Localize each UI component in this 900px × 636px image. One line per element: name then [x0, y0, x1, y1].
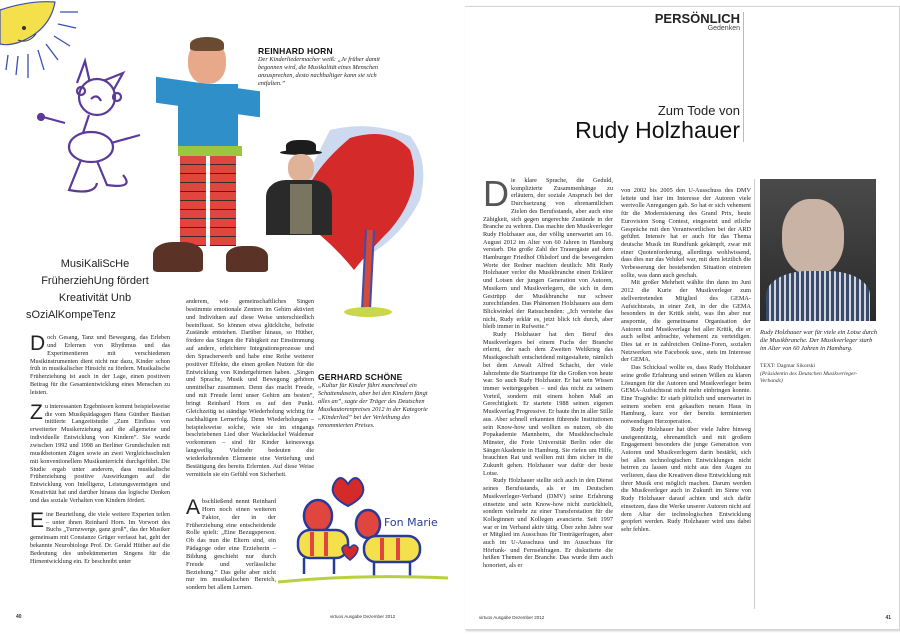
right-column-1	[483, 173, 613, 576]
drop-cap: Z	[30, 400, 43, 424]
right-column-2	[621, 187, 751, 540]
drawing-signature: Fon Marie	[384, 516, 438, 529]
right-page	[465, 6, 900, 630]
photo-caption: Rudy Holzhauer war für viele ein Lotse durch die Musikbranche. Der Musikverleger starb im Alter von 60 Jahren in Hamburg.	[760, 329, 878, 352]
paragraph-text: ie klare Sprache, die Geduld, komplizierte Zusammenhänge zu erläutern, der soziale Anspruch bei der Durchsetzung von ehrenamtlichen Zielen des Berufsstands, aber auch eine Zähigkeit, sich gegen ungerechte Zustände in der Branche zu wehren. Das machte den Musikverleger Rudy Holzhauer aus, der völlig unerwartet am 16. August 2012 im Alter von 60 Jahren in Hamburg verstarb. Die große Zahl der Trauergäste auf dem Hamburger Friedhof Ohlsdorf und die bewegenden Worte der Redner machten deutlich: Mit Rudy Holzhauer verlor die Musikbranche einen Erklärer und Lotsen der jungen Generation von Autoren, Musikern und Musikverlegern, die sich in dem Gestrüpp der Musikbranche nur schwer zurechtfanden. Das Phänomen Holzhauers aus dem Blickwinkel der Ratsuchenden: „Ich verstehe das nicht, Rudy erklär es, jetzt blick ich durch, aber bleib immer in Rufweite.”	[483, 177, 613, 331]
headline-line: Kreativität Unb	[58, 292, 132, 304]
paragraph	[30, 508, 170, 566]
credit-label: TEXT:	[760, 363, 776, 369]
section-title: PERSÖNLICH	[654, 11, 740, 26]
gerhard-schoene-photo	[262, 140, 334, 235]
credit-role: (Präsidentin des Deutschen Musikverleger-Verbands)	[760, 370, 858, 384]
paragraph-text: Das Schicksal wollte es, dass Rudy Holzhauer seine große Erfahrung und seinen Willen zu klaren Lösungen für die Autoren und Musikverleger beim GEMA-Aufsichtsrat nicht mehr einbringen konnte. Eine Tragödie: Er starb plötzlich und unerwartet in seinem soeben erst gekauften neuen Haus in Hamburg, kurz vor der bereits terminierten notwendigen Herzoperation.	[621, 364, 751, 426]
headline-line: FrüherziehUng fördert	[41, 275, 149, 287]
reinhard-horn-photo	[148, 40, 268, 275]
paragraph	[621, 426, 751, 534]
photo-caption-block	[760, 329, 878, 386]
cat-drawing	[25, 55, 155, 205]
reinhard-horn-caption	[258, 46, 388, 88]
paragraph	[30, 334, 170, 397]
credit-name: Dagmar Sikorski	[776, 363, 816, 369]
section-subtitle: Gedenken	[707, 25, 740, 32]
caption-quote: Der Kinderliedermacher weiß: „Je früher damit begonnen wird, die Musikalität eines Menschen anzusprechen, desto nachhaltiger kann sie sich entfalten.”	[258, 56, 380, 87]
paragraph-text: Rudy Holzhauer hat über viele Jahre hinweg uneigennützig, ehrenamtlich und mit großem Engagement besonders die junge Generation von Autoren und Musikverlegern darin bestärkt, sich bei allen technologischen Entwicklungen nicht beirren zu lassen und nicht aus den Augen zu verlieren, dass die Kreativen diese Entwicklung mit ihrer Musik erst möglich machen. Darum werden die Musikverleger auch in Zukunft im Sinne von Rudy Holzhauer darauf achten und sich dafür einsetzen, dass die Werke unserer Autoren nicht auf dem Altar der technologischen Entwicklung geopfert werden. Rudy Holzhauer wird uns dabei sehr fehlen.	[621, 425, 751, 533]
paragraph	[186, 498, 276, 592]
paragraph-text: Rudy Holzhauer hat den Beruf des Musikverlegers bei einem Fuchs der Branche erlernt, der nach dem Zweiten Weltkrieg das Musikgeschäft entscheidend mitgestaltete, nämlich bei dem Anwalt Alfred Schacht, der viele Jahrzehnte die Startrampe für die Großen von heute war. So auch Rudy Holzhauer. Er hat sein Wissen immer weitergegeben – und das nicht zu seinem Vorteil, sondern mit einem hohen Maß an Gerechtigkeit. Er startete 1988 seinen eigenen Musikverlag Progressive. Er baute ihn in aller Stille aus. Aber schnell erkannten führende Institutionen sein Know-how und wollten es nutzen, ob die Popakademie Mannheim, die Musikhochschule Münster, die Freie Universität Berlin oder die SängerAkademie in Hamburg. Sie riefen um Hilfe, brauchten Rat und wollten mit ihm sicher in die Zukunft gehen. Holzhauer war dafür der beste Lotse.	[483, 331, 613, 477]
page-folio: virtuos Ausgabe Dezember 2012	[479, 615, 545, 620]
caption-quote: „Kultur für Kinder führt manchmal ein Schattendasein, aber bei den Kindern fängt alles an”, sagte der Träger des Deutschen Musikautorenpreises 2012 in der Kategorie „Kinderlied” bei der Verleihung des renommierten Preises.	[318, 382, 428, 429]
page-gutter	[450, 0, 465, 636]
section-header	[575, 11, 744, 143]
headline-line: sOziAlKompeTenz	[26, 309, 116, 321]
paragraph	[621, 364, 751, 426]
paragraph	[483, 173, 613, 331]
paragraph-text: von 2002 bis 2005 den U-Ausschuss des DMV leitete und hier im Interesse der Autoren viele wertvolle Anregungen gab. So hat er sich vehement für die Modernisierung des Grand Prix, heute Eurovision Song Contest, eingesetzt und etliche Gespräche mit den Verantwortlichen bei der ARD geführt. Intensiv hat er auch für das Thema deutsche Musik im Rundfunk gekämpft, zwar mit einer Quotenforderung, allerdings wohlwissend, dass dies nur das Vehikel war, mit dem letztlich die Verbesserung der bestehenden Situation eintreten sollte, was dann auch geschah.	[621, 187, 751, 279]
left-column-1	[30, 334, 170, 572]
page-folio: virtuos Ausgabe Dezember 2012	[330, 614, 396, 619]
paragraph	[621, 187, 751, 279]
article-title: Rudy Holzhauer	[575, 117, 740, 143]
paragraph	[30, 400, 170, 505]
drop-cap: E	[30, 508, 45, 532]
caption-name: REINHARD HORN	[258, 46, 333, 56]
paragraph	[483, 477, 613, 569]
paragraph-text: anderem, wie gemeinschaftliches Singen bestimmte emotionale Zentren im Gehirn aktiviert und Individuen auf diese Weise unterschiedlich beeinflusst. So können etwa glückliche, befreite Zustände entstehen. Darüber hinaus, so Hüther, fördere das Singen die Fähigkeit zur Einstimmung auf andere, erleichtere Integrationsprozesse und den Spracherwerb und habe eine Reihe weiterer positiver Effekte, die einen großen Nutzen für die Entwicklung von Kindergehirnen haben. „Singen und Sprache, Musik und Bewegung gehören unmittelbar zusammen. Denn das macht Freude, und mit Freude lernt unser Gehirn am besten”, bringt Reinhard Horn es auf den Punkt. Gleichzeitig ist ständige Wiederholung wichtig für nachhaltigen Lernerfolg. Denn Wiederholungen – beispielsweise solche, wie sie im eingangs beschriebenen Lied über Wackeldackel Waldemar vorkommen – sind für Kinder keineswegs langweilig. Vielmehr bedeuten die wiederkehrenden Elemente eine Vertiefung und Bestätigung des bereits Erlernten. Auf diese Weise vermitteln sie ein Gefühl von Sicherheit.	[186, 298, 314, 478]
paragraph-text: Rudy Holzhauer stellte sich auch in den Dienst seines Berufsstands, als er im Deutschen Musikverleger-Verband (DMV) seine Erfahrung einsetzte und sein Know-how nicht zurückhielt, sondern vielmehr zu einer Transferstation für die Kolleginnen und Kollegen avancierte. Seit 1997 war er im Verband aktiv tätig. Über zehn Jahre war er Mitglied im Ausschuss für Tonträgerfragen, aber auch im U-Ausschuss und im Ausschuss für Hörfunk- und Fernsehfragen. Er diskutierte die heißen Themen der Branche. Das wurde ihm auch honoriert, als er	[483, 477, 613, 570]
author-credit	[760, 363, 878, 386]
page-number: 40	[16, 614, 22, 620]
article-title-small: Zum Tode von	[657, 103, 740, 118]
paragraph-text: ine Beurteilung, die viele weitere Experten teilen – unter ihnen Reinhard Horn. Im Vorwort des Buchs „Turnzwerge, ganz groß”, das der Musiker gemeinsam mit Constanze Grüger verfasst hat, geht der bekannte Neurobiologe Prof. Dr. Gerald Hüther auf die Bedeutung des unbekümmerten Singens für die Hirnentwicklung ein. Er beschreibt unter	[30, 510, 170, 565]
paragraph-text: u interessanten Ergebnissen kommt beispielsweise die vom Musikpädagogen Hans Günther Bastian initiierte Langzeitstudie „Zum Einfluss von erweiterter Musikerziehung auf die allgemeine und individuelle Entwicklung von Kindern”. Sie wurde zwischen 1992 und 1998 an Berliner Grundschulen mit musikbetonten Zügen sowie an zwei Vergleichsschulen mit konventionellem Musikunterricht durchgeführt. Die Studie ergab unter anderem, dass musikalische Früherziehung positive Auswirkungen auf die Entwicklung von Intelligenz, Leistungsvermögen und Kreativität hat und darüber hinaus das logische Denken und das soziale Verhalten von Kindern fördert.	[30, 402, 170, 504]
drop-cap: D	[483, 173, 509, 214]
paragraph	[186, 298, 314, 478]
paragraph-text: bschließend nennt Reinhard Horn noch einen weiteren Faktor, der in der Früherziehung eine entscheidende Rolle spielt: „Eine Bezugsperson. Ob das nun die Eltern sind, ein Pädagoge oder eine Erzieherin – Bildung geschieht nur durch Freude und verlässliche Beziehung.” Das gelte aber nicht nur im musikalischen Bereich, sondern bei allem Lernen.	[186, 498, 276, 592]
caption-name: GERHARD SCHÖNE	[318, 372, 403, 382]
paragraph-text: och Gesang, Tanz und Bewegung, das Erleben und Erlernen von Rhythmus und das Experimentieren mit verschiedenen Musikinstrumenten dient nicht nur dazu, Kinder schon früh in musikalischer Hinsicht zu fördern. Musikalische Früherziehung ist auch in der Lage, einen positiven Beitrag für die Gesamtentwicklung eines Menschen zu leisten.	[30, 334, 170, 396]
paragraph-text: Mit großer Mehrheit wählte ihn dann im Juni 2012 die Kurie der Musikverleger zum stellvertretenden Mitglied des GEMA-Aufsichtsrats, in einer Zeit, in der die GEMA besonders in der Kritik steht, was ihn aber nur anspornte, die gemeinsame Organisation der Autoren und Musikverlage bei aller Kritik, die er auch selbst anbrachte, vehement zu verteidigen. Dies tat er in zahlreichen Online-Foren, sozialen Netzwerken wie Facebook usw., stets im Interesse der GEMA.	[621, 279, 751, 364]
headline-line: MusiKaliScHe	[60, 258, 130, 270]
left-column-2	[186, 298, 314, 484]
rudy-holzhauer-photo	[760, 179, 876, 321]
article-headline	[20, 256, 170, 324]
gerhard-schoene-caption	[318, 372, 438, 430]
paragraph	[621, 279, 751, 364]
drop-cap: D	[30, 332, 46, 355]
paragraph	[483, 331, 613, 477]
column-divider	[754, 179, 755, 609]
page-number: 41	[885, 615, 891, 621]
drop-cap: A	[186, 496, 201, 519]
